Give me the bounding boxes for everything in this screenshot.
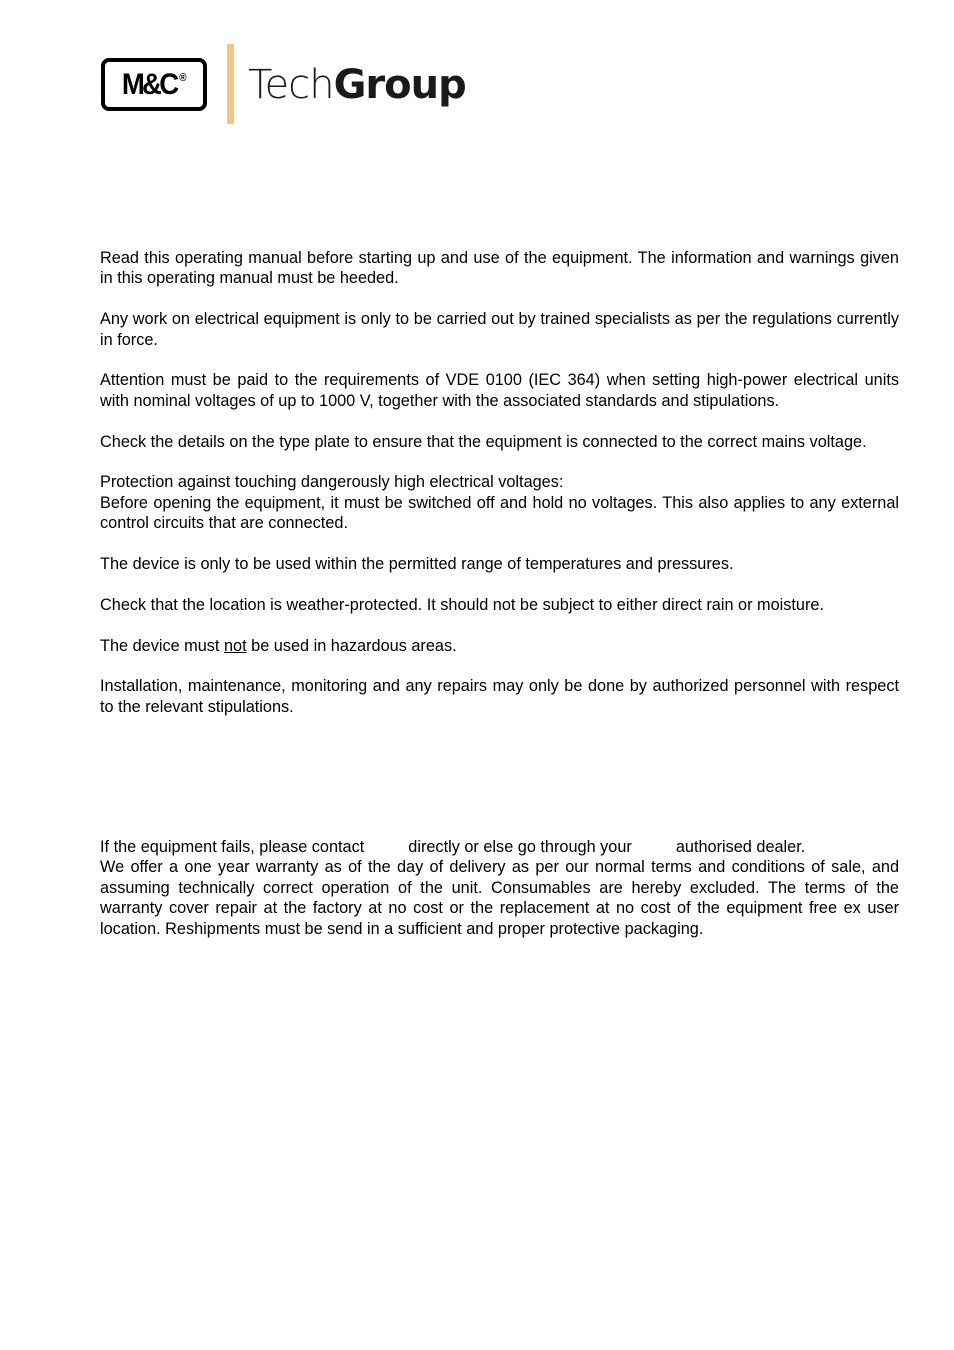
warranty-contact-line	[100, 837, 899, 857]
safety-paragraph-temperature: The device is only to be used within the permitted range of temperatures and pressures.	[100, 555, 734, 574]
mc-logo-mark	[101, 58, 207, 111]
safety-instructions	[100, 248, 899, 738]
warranty-contact-b: directly or else go through your	[408, 838, 632, 856]
safety-paragraph-installation: Installation, maintenance, monitoring and any repairs may only be done by authorized personnel with respect to the relevant stipulations.	[100, 677, 899, 716]
safety-paragraph-type-plate: Check the details on the type plate to ensure that the equipment is connected to the correct mains voltage.	[100, 432, 867, 451]
warranty-body: We offer a one year warranty as of the day of delivery as per our normal terms and conditions of sale, and assuming technically correct operation of the unit. Consumables are hereby excluded. The terms of the warranty cover repair at the factory at no cost or the replacement at no cost of the equipment free ex user location. Reshipments must be send in a sufficient and proper protective packaging.	[100, 858, 899, 938]
hazardous-text-not: not	[223, 636, 247, 655]
mc-logo-text	[122, 68, 187, 102]
safety-paragraph-weather: Check that the location is weather-protected. It should not be subject to either direct rain or moisture.	[100, 595, 824, 614]
wordmark-tech: Tech	[248, 62, 334, 108]
safety-paragraph-specialists: Any work on electrical equipment is only to be carried out by trained specialists as per the regulations currently in force.	[100, 310, 899, 349]
logo-divider-bar	[227, 44, 234, 124]
safety-paragraph-vde: Attention must be paid to the requirements of VDE 0100 (IEC 364) when setting high-power electrical units with nominal voltages of up to 1000 V, together with the associated standards and stipulations.	[100, 371, 899, 410]
logo-mark-letters: M&C	[121, 67, 177, 101]
safety-paragraph-hazardous	[100, 636, 899, 656]
warranty-section	[100, 837, 899, 939]
techgroup-wordmark	[248, 59, 466, 111]
safety-protection-heading: Protection against touching dangerously high electrical voltages:	[100, 473, 564, 492]
hazardous-text-pre: The device must	[100, 636, 224, 655]
registered-symbol: ®	[178, 71, 187, 84]
safety-paragraph-switch-off: Before opening the equipment, it must be switched off and hold no voltages. This also applies to any external control circuits that are connected.	[100, 493, 899, 533]
warranty-contact-a: If the equipment fails, please contact	[100, 838, 365, 856]
company-logo	[101, 44, 466, 126]
hazardous-text-post: be used in hazardous areas.	[246, 636, 457, 655]
warranty-contact-c: authorised dealer.	[675, 838, 806, 856]
wordmark-group: Group	[333, 62, 466, 108]
safety-paragraph-read-manual: Read this operating manual before starting up and use of the equipment. The information and warnings given in this operating manual must be heeded.	[100, 249, 899, 288]
